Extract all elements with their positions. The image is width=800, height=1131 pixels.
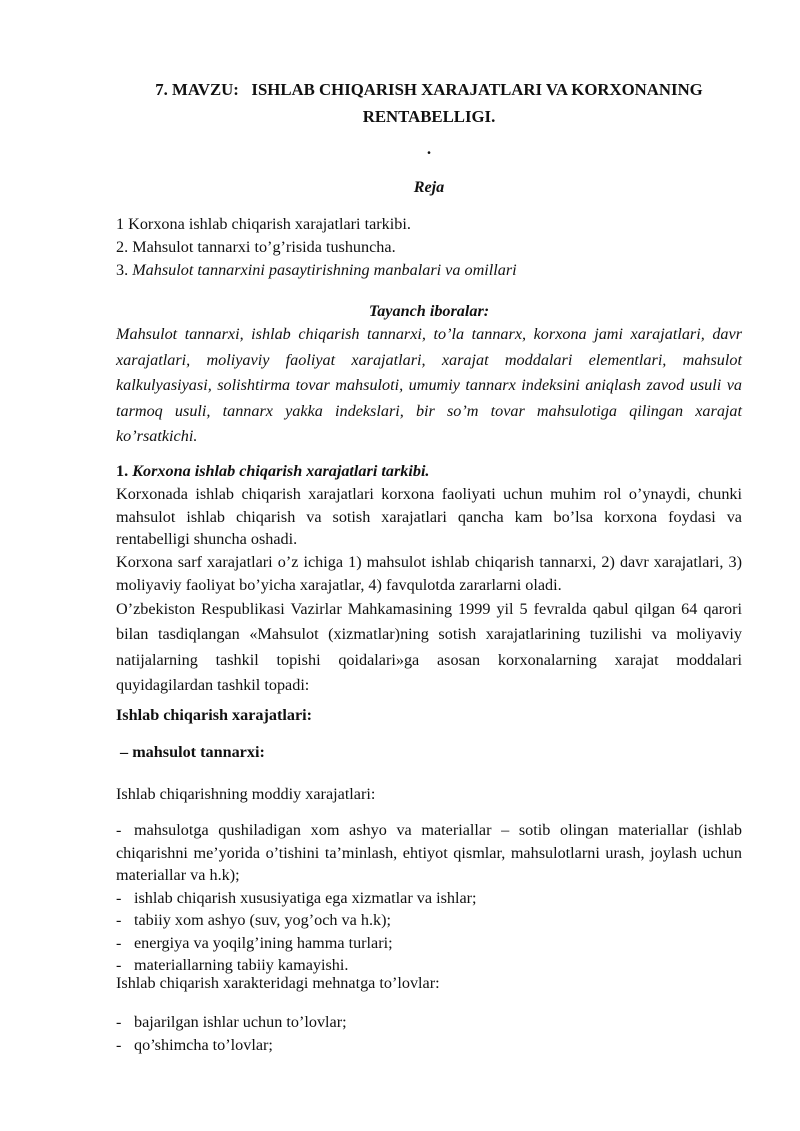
title-line-1: 7. MAVZU: ISHLAB CHIQARISH XARAJATLARI VA KORXONANING (155, 80, 703, 99)
labor-payments-list (116, 1011, 742, 1056)
plan-list (116, 213, 742, 282)
section-1-heading (116, 460, 742, 483)
dash-bullet: - (116, 933, 122, 952)
keywords-text: Mahsulot tannarxi, ishlab chiqarish tannarxi, to’la tannarx, korxona jami xarajatlari, davr xarajatlari, moliyaviy faoliyat xarajatlari, xarajat moddalari elementlari, mahsulot kalkulyasiyasi, solishtirma tovar mahsuloti, umumiy tannarx indeksini aniqlash zavod usuli va tarmoq usuli, tannarx yakka indekslari, bir so’m tovar mahsulotiga qilingan xarajat ko’rsatkichi. (116, 325, 742, 445)
list-item-text: ishlab chiqarish xususiyatiga ega xizmatlar va ishlar; (134, 888, 477, 907)
section-title: Korxona ishlab chiqarish xarajatlari tarkibi. (132, 462, 430, 480)
list-item-text: mahsulotga qushiladigan xom ashyo va materiallar – sotib olingan materiallar (ishlab chiqarishni me’yorida o’tishini ta’minlash, ehtiyot qismlar, mahsulotlarni urash, joylash uchun materiallar va h.k); (116, 821, 742, 884)
list-item-text: bajarilgan ishlar uchun to’lovlar; (134, 1013, 347, 1031)
material-costs-label: Ishlab chiqarishning moddiy xarajatlari: (116, 785, 376, 803)
plan-item (116, 259, 742, 282)
keywords-heading: Tayanch iboralar: (368, 302, 490, 320)
material-costs-list (116, 819, 742, 977)
dash-bullet: - (116, 911, 122, 929)
separator-dot: . (426, 139, 432, 158)
subheading-production-costs: Ishlab chiqarish xarajatlari: (116, 706, 313, 724)
list-item-text: qo’shimcha to’lovlar; (134, 1035, 273, 1054)
plan-heading: Reja (413, 178, 445, 196)
list-item (116, 819, 742, 887)
subheading-cost-price: – mahsulot tannarxi: (116, 743, 265, 761)
list-item (116, 909, 742, 932)
list-item (116, 1011, 742, 1034)
dash-bullet: - (116, 888, 122, 907)
section-1 (116, 460, 742, 699)
plan-item-number: 3. (116, 261, 133, 279)
plan-item: 1 Korxona ishlab chiqarish xarajatlari tarkibi. (116, 215, 411, 233)
dash-bullet: - (116, 1013, 122, 1031)
dash-bullet: - (116, 821, 122, 839)
title-line-2: RENTABELLIGI. (362, 107, 496, 126)
labor-payments-label: Ishlab chiqarish xarakteridagi mehnatga to’lovlar: (116, 974, 440, 992)
list-item-text: tabiiy xom ashyo (suv, yog’och va h.k); (134, 911, 392, 929)
plan-item: 2. Mahsulot tannarxi to’g’risida tushuncha. (116, 238, 396, 256)
paragraph: O’zbekiston Respublikasi Vazirlar Mahkamasining 1999 yil 5 fevralda qabul qilgan 64 qarori bilan tasdiqlangan «Mahsulot (xizmatlar)ning sotish xarajatlarining tuzilishi va moliyaviy natijalarning tashkil topishi qoidalari»ga asosan korxonalarning xarajat moddalari quyidagilardan tashkil topadi: (116, 599, 742, 695)
paragraph: Korxona sarf xarajatlari o’z ichiga 1) mahsulot ishlab chiqarish tannarxi, 2) davr xarajatlari, 3) moliyaviy faoliyat bo’yicha xarajatlar, 4) favqulotda zararlarni oladi. (116, 553, 742, 594)
list-item (116, 932, 742, 955)
plan-item-text: Mahsulot tannarxini pasaytirishning manbalari va omillari (132, 261, 517, 279)
section-number: 1. (116, 462, 133, 480)
list-item (116, 887, 742, 910)
paragraph: Korxonada ishlab chiqarish xarajatlari korxona faoliyati uchun muhim rol o’ynaydi, chunki mahsulot ishlab chiqarish va sotish xarajatlari qancha kam bo’lsa korxona foydasi va rentabelligi shuncha oshadi. (116, 484, 742, 549)
list-item-text: materiallarning tabiiy kamayishi. (134, 956, 349, 974)
list-item-text: energiya va yoqilg’ining hamma turlari; (134, 933, 393, 952)
document-title (116, 76, 742, 130)
dash-bullet: - (116, 1035, 122, 1054)
list-item (116, 1034, 742, 1057)
dash-bullet: - (116, 956, 122, 974)
